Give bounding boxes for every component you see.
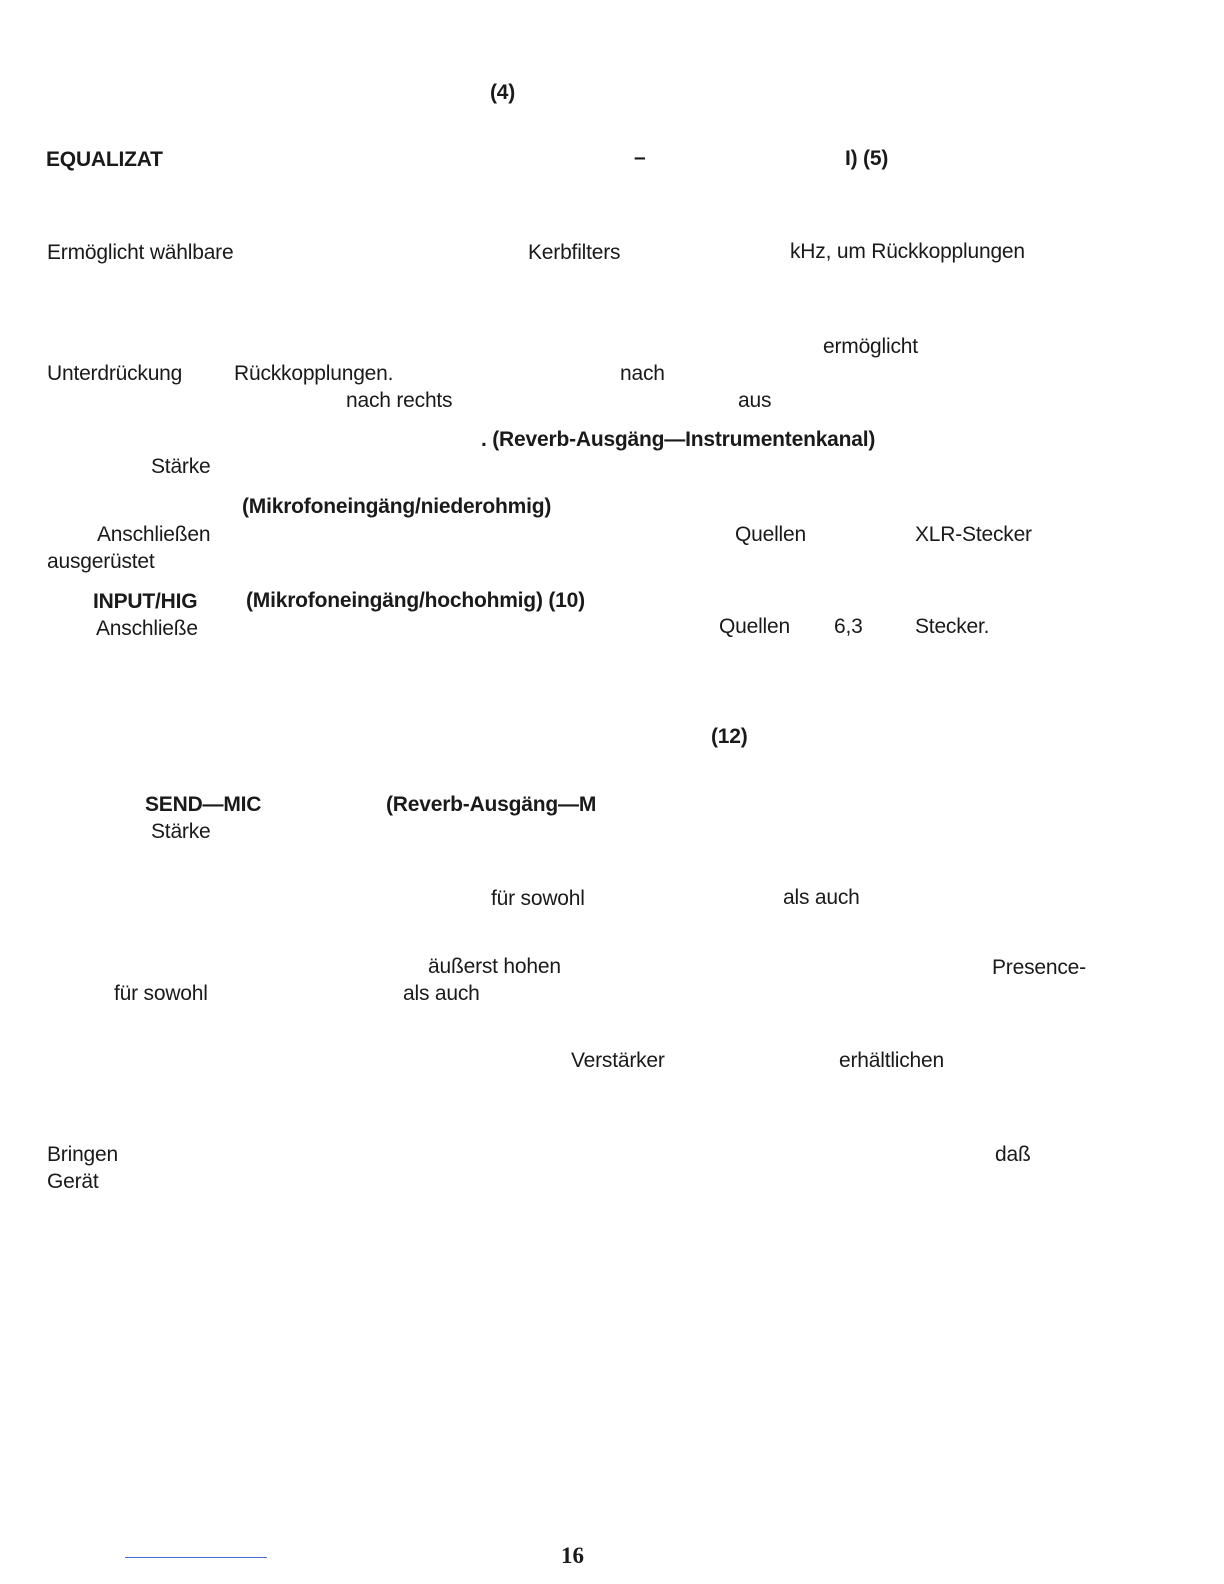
text-fragment: aus	[738, 389, 772, 412]
text-fragment: Quellen	[735, 523, 806, 546]
text-fragment: XLR-Stecker	[915, 523, 1032, 546]
text-fragment: Quellen	[719, 615, 790, 638]
text-fragment: für sowohl	[114, 982, 208, 1005]
heading-reverb-send-mic: (Reverb-Ausgäng—M	[386, 793, 597, 816]
text-fragment: für sowohl	[491, 887, 585, 910]
text-fragment: Stärke	[151, 455, 211, 478]
text-fragment: als auch	[403, 982, 480, 1005]
text-fragment: Stärke	[151, 820, 211, 843]
text-fragment: nach	[620, 362, 665, 385]
text-fragment: nach rechts	[346, 389, 453, 412]
text-fragment: als auch	[783, 886, 860, 909]
heading-dash: –	[634, 146, 646, 169]
section-ref-4: (4)	[490, 81, 516, 104]
heading-reverb-send-instrument: . (Reverb-Ausgäng—Instrumentenkanal)	[481, 428, 876, 451]
heading-send-mic: SEND—MIC	[145, 793, 262, 816]
heading-equalization: EQUALIZAT	[46, 148, 163, 171]
page-number: 16	[561, 1543, 584, 1568]
heading-input-high: INPUT/HIG	[93, 590, 198, 613]
text-fragment: daß	[995, 1143, 1031, 1166]
text-fragment: ermöglicht	[823, 335, 918, 358]
text-fragment: Unterdrückung	[47, 362, 183, 385]
footnote-rule	[125, 1557, 267, 1558]
text-fragment: Stecker.	[915, 615, 990, 638]
section-ref-12: (12)	[711, 725, 748, 748]
text-fragment: Rückkopplungen.	[234, 362, 394, 385]
text-fragment: Verstärker	[571, 1049, 665, 1072]
text-fragment: Presence-	[992, 956, 1086, 979]
heading-ref-5: I) (5)	[845, 147, 889, 170]
text-fragment: erhältlichen	[839, 1049, 944, 1072]
heading-mic-input-high: (Mikrofoneingäng/hochohmig) (10)	[246, 589, 585, 612]
text-fragment: Anschließe	[96, 617, 198, 640]
text-fragment: Ermöglicht wählbare	[47, 241, 234, 264]
text-fragment: kHz, um Rückkopplungen	[790, 240, 1025, 263]
heading-mic-input-low: (Mikrofoneingäng/niederohmig)	[242, 495, 552, 518]
text-fragment: Gerät	[47, 1170, 99, 1193]
text-fragment: Bringen	[47, 1143, 118, 1166]
text-fragment: Anschließen	[97, 523, 211, 546]
text-fragment: 6,3	[834, 615, 863, 638]
text-fragment: äußerst hohen	[428, 955, 561, 978]
text-fragment: ausgerüstet	[47, 550, 155, 573]
text-fragment: Kerbfilters	[528, 241, 621, 264]
